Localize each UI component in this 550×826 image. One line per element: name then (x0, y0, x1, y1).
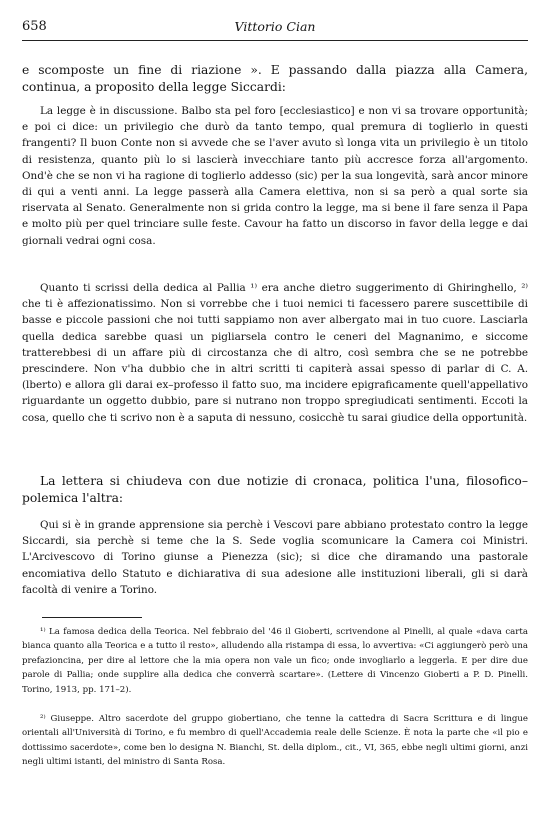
lead-paragraph-1: e scomposte un fine di riazione ». E passando dalla piazza alla Camera, continua, a proposito della legge Siccardi: (22, 63, 528, 94)
quote-paragraph-2: Quanto ti scrissi della dedica al Pallia ¹⁾ era anche dietro suggerimento di Ghiringhello, ²⁾ che ti è affezionatissimo. Non si vorrebbe che i tuoi nemici ti facessero parere suscettibile di basse e piccole passioni che noi tutti sappiamo non aver albergato mai in tuo cuore. Lasciarla quella dedica sarebbe quasi un pigliarsela contro le ceneri del Magnanimo, e siccome tratterebbesi di un affare più di circostanza che di altro, così sembra che se ne potrebbe prescindere. Non v'ha dubbio che in altri scritti ti capiterà assai spesso di parlar di C. A.(lberto) e allora gli darai ex–professo il fatto suo, ma incidere epigraficamente quell'appellativo riguardante un oggetto dubbio, pare si nutrano non troppo spregiudicati sentimenti. Eccoti la cosa, quello che ti scrivo non è a saputa di nessuno, cosicchè tu sarai giudice della opportunità. (22, 282, 528, 424)
page-number: 658 (22, 19, 47, 34)
quote-paragraph-1: La legge è in discussione. Balbo sta pel foro [ecclesiastico] e non vi sa trovare opportunità; e poi ci dice: un privilegio che durò da tanto tempo, qual premura di toglierlo in questi frangenti? Il buon Conte non si avvede che se l'aver avuto sì longa vita un privilegio è un titolo di resistenza, quanto più lo si lascierà invecchiare tanto più accresce forza all'argomento. Ond'è che se non vi ha ragione di toglierlo addesso (sic) per la sua longevità, sarà ancor minore di qui a venti anni. La legge passerà alla Camera elettiva, non si sa però a qual sorte sia riservata al Senato. Generalmente non si grida contro la legge, ma si bene il fare senza il Papa e molto più per quel trinciare sulle feste. Cavour ha fatto un discorso in favor della legge e dai giornali vedrai ogni cosa. (22, 105, 528, 247)
quote-paragraph-3: Qui si è in grande apprensione sia perchè i Vescovi pare abbiano protestato contro la legge Siccardi, sia perchè si teme che la S. Sede voglia scomunicare la Camera coi Ministri. L'Arcivescovo di Torino giunse a Pienezza (sic); si dice che diramando una pastorale encomiativa dello Statuto e dichiarativa di sua adesione alle instituzioni liberali, gli si darà facoltà di venire a Torino. (22, 519, 528, 596)
page-header (22, 14, 528, 36)
footnote-rule (42, 617, 142, 618)
lead-paragraph-2: La lettera si chiudeva con due notizie di cronaca, politica l'una, filosofico–polemica l'altra: (22, 474, 528, 505)
footnote-1: ¹⁾ La famosa dedica della Teorica. Nel febbraio del '46 il Gioberti, scrivendone al Pinelli, al quale «dava carta bianca quanto alla Teorica e a tutto il resto», alludendo alla ristampa di essa, lo avvertiva: «Ci aggiungerò però una prefazioncina, per dire al lettore che la mia opera non vale un fico; onde invogliarlo a leggerla. E per dire due parole di Pallia; onde supplire alla dedica che converrà scartare». (Lettere di Vincenzo Gioberti a P. D. Pinelli. Torino, 1913, pp. 171–2). (22, 627, 528, 695)
running-title: Vittorio Cian (234, 19, 316, 34)
footnote-2: ²⁾ Giuseppe. Altro sacerdote del gruppo giobertiano, che tenne la cattedra di Sacra Scrittura e di lingue orientali all'Università di Torino, e fu membro di quell'Accademia reale delle Scienze. È nota la parte che «il pio e dottissimo sacerdote», come ben lo designa N. Bianchi, St. della diplom., cit., VI, 365, ebbe negli ultimi giorni, anzi negli ultimi istanti, del ministro di Santa Rosa. (22, 714, 528, 768)
header-rule (22, 40, 528, 41)
